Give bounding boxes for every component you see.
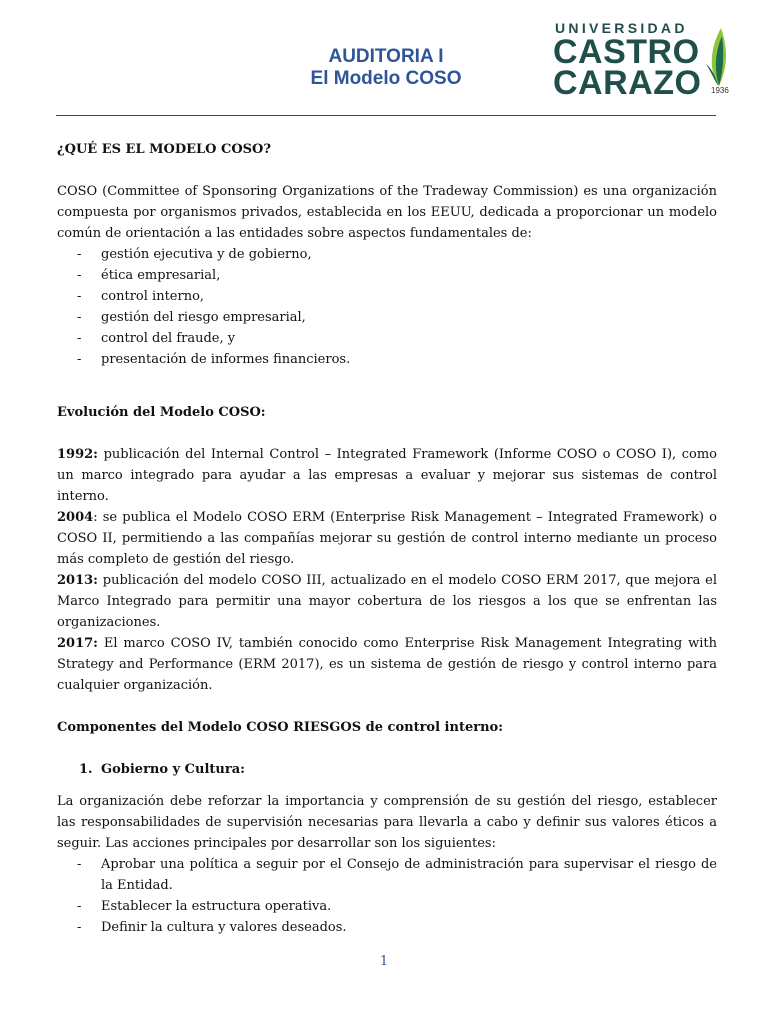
logo-line-1: UNIVERSIDAD [555,20,688,36]
list-item: - control del fraude, y [57,328,717,349]
title-line-2: El Modelo COSO [310,68,462,89]
list-item: - gestión ejecutiva y de gobierno, [57,244,717,265]
university-logo [553,20,733,102]
list-item: - presentación de informes financieros. [57,349,717,370]
entry-text: El marco COSO IV, también conocido como Enterprise Risk Management Integrating with Strategy and Performance (ERM 2017), es un sistema de gestión de riesgo y control interno para cualquier organización. [57,636,717,693]
page-number: 1 [379,954,389,969]
list-item: - control interno, [57,286,717,307]
subsection-number: 1. [79,762,93,777]
intro-paragraph: COSO (Committee of Sponsoring Organizations of the Tradeway Commission) es una organización compuesta por organismos privados, establecida en los EEUU, dedicada a proporcionar un modelo común de orientación a las entidades sobre aspectos fundamentales de: [57,184,717,241]
header-divider [56,115,716,116]
section-heading-what-is: ¿QUÉ ES EL MODELO COSO? [57,142,271,157]
leaf-icon [705,24,733,88]
entry-text: : se publica el Modelo COSO ERM (Enterprise Risk Management – Integrated Framework) o COSO II, permitiendo a las compañías mejorar su gestión de control interno mediante un proceso más completo de gestión del riesgo. [57,510,717,567]
evolution-entry-2004 [57,507,717,570]
logo-line-3: CARAZO [553,64,702,102]
evolution-entry-2017 [57,633,717,696]
entry-year: 2004 [57,510,94,525]
logo-line-2: CASTRO [553,33,700,71]
list-item: - ética empresarial, [57,265,717,286]
evolution-entry-2013 [57,570,717,633]
subsection-heading-gobierno [57,759,717,780]
entry-text: publicación del Internal Control – Integrated Framework (Informe COSO o COSO I), como un marco integrado para ayudar a las empresas a evaluar y mejorar sus sistemas de control interno. [57,447,717,504]
list-item: - gestión del riesgo empresarial, [57,307,717,328]
aspects-list [57,244,717,370]
list-item: - Establecer la estructura operativa. [57,896,717,917]
section-heading-components: Componentes del Modelo COSO RIESGOS de control interno: [57,720,503,735]
section-heading-evolution: Evolución del Modelo COSO: [57,405,266,420]
evolution-entry-1992 [57,444,717,507]
entry-year: 2017: [57,636,98,651]
entry-year: 1992: [57,447,98,462]
entry-text: publicación del modelo COSO III, actualizado en el modelo COSO ERM 2017, que mejora el Marco Integrado para permitir una mayor cobertura de los riesgos a los que se enfrentan las organizaciones. [57,573,717,630]
gobierno-paragraph: La organización debe reforzar la importancia y comprensión de su gestión del riesgo, establecer las responsabilidades de supervisión necesarias para llevarla a cabo y definir sus valores éticos a seguir. Las acciones principales por desarrollar son los siguientes: [57,794,717,851]
document-body [57,139,717,938]
list-item: - Definir la cultura y valores deseados. [57,917,717,938]
actions-list [57,854,717,938]
logo-year: 1936 [711,86,729,95]
title-line-1: AUDITORIA I [328,46,444,67]
subsection-title: Gobierno y Cultura: [101,762,245,777]
list-item: - Aprobar una política a seguir por el Consejo de administración para supervisar el riesgo de la Entidad. [57,854,717,896]
entry-year: 2013: [57,573,98,588]
document-title [230,46,542,90]
